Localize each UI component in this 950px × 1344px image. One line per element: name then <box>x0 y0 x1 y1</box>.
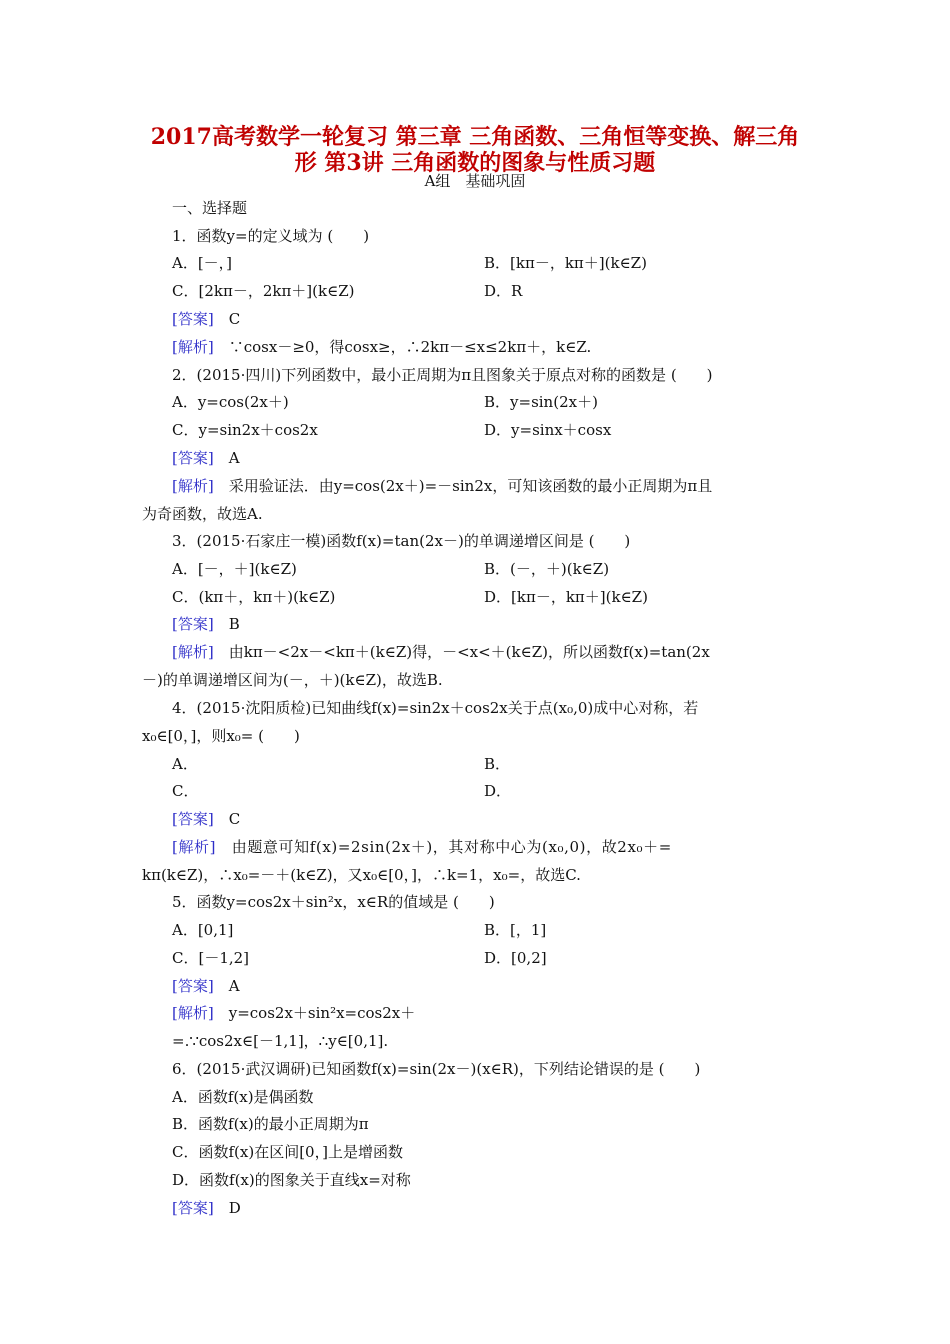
question-5-analysis <box>172 1003 415 1023</box>
question-2-analysis-cont: 为奇函数，故选A. <box>142 505 263 523</box>
analysis-tag: [解析] <box>172 477 214 495</box>
question-6-option-d: D．函数f(x)的图象关于直线x=对称 <box>172 1171 411 1189</box>
question-2-option-b: B．y=sin(2x＋) <box>484 393 598 411</box>
question-2-stem: 2．(2015·四川)下列函数中，最小正周期为π且图象关于原点对称的函数是 ( ) <box>172 366 713 384</box>
question-3-analysis <box>172 642 710 662</box>
analysis-tag: [解析] <box>172 338 214 356</box>
question-1-analysis <box>172 337 591 357</box>
question-2-option-d: D．y=sinx＋cosx <box>484 421 612 439</box>
group-subtitle: A组 基础巩固 <box>424 172 526 190</box>
answer-value: A <box>228 449 240 467</box>
question-5-answer <box>172 976 240 996</box>
answer-value: B <box>228 615 240 633</box>
analysis-tag: [解析] <box>172 643 214 661</box>
question-3-analysis-cont: －)的单调递增区间为(－，＋)(k∈Z)，故选B. <box>142 671 443 689</box>
question-5-stem: 5．函数y=cos2x＋sin²x，x∈R的值域是 ( ) <box>172 893 495 911</box>
question-4-analysis-cont: kπ(k∈Z)，∴x₀=－＋(k∈Z)，又x₀∈[0，]，∴k=1，x₀=，故选C. <box>142 866 581 884</box>
question-5-option-b: B．[，1] <box>484 921 547 939</box>
question-1-option-c: C．[2kπ－，2kπ＋](k∈Z) <box>172 282 355 300</box>
question-4-option-c: C． <box>172 782 199 800</box>
analysis-text: 由题意可知f(x)=2sin(2x＋)，其对称中心为(x₀,0)，故2x₀＋= <box>231 838 672 856</box>
question-6-option-c: C．函数f(x)在区间[0，]上是增函数 <box>172 1143 403 1161</box>
question-4-analysis <box>172 837 672 857</box>
question-3-stem: 3．(2015·石家庄一模)函数f(x)=tan(2x－)的单调递增区间是 ( ) <box>172 532 631 550</box>
answer-tag: [答案] <box>172 1199 214 1217</box>
question-3-option-d: D．[kπ－，kπ＋](k∈Z) <box>484 588 648 606</box>
section-heading: 一、选择题 <box>172 199 248 217</box>
question-1-option-b: B．[kπ－，kπ＋](k∈Z) <box>484 254 647 272</box>
question-3-option-b: B．(－，＋)(k∈Z) <box>484 560 610 578</box>
question-6-answer <box>172 1198 241 1218</box>
page-title-line-1: 2017高考数学一轮复习 第三章 三角函数、三角恒等变换、解三角 <box>150 124 800 150</box>
analysis-text: y=cos2x＋sin²x=cos2x＋ <box>228 1004 416 1022</box>
question-2-option-c: C．y=sin2x＋cos2x <box>172 421 318 439</box>
question-6-option-b: B．函数f(x)的最小正周期为π <box>172 1115 369 1133</box>
question-4-answer <box>172 809 240 829</box>
answer-tag: [答案] <box>172 310 214 328</box>
question-1-stem: 1．函数y=的定义域为 ( ) <box>172 227 370 245</box>
question-6-option-a: A．函数f(x)是偶函数 <box>172 1088 314 1106</box>
question-1-option-a: A．[－，] <box>172 254 233 272</box>
analysis-tag: [解析] <box>172 838 217 856</box>
question-1-answer <box>172 309 240 329</box>
question-1-option-d: D．R <box>484 282 523 300</box>
analysis-text: ∵cosx－≥0，得cosx≥，∴2kπ－≤x≤2kπ＋，k∈Z. <box>228 338 592 356</box>
question-3-option-a: A．[－，＋](k∈Z) <box>172 560 297 578</box>
question-6-stem: 6．(2015·武汉调研)已知函数f(x)=sin(2x－)(x∈R)，下列结论错误的是 ( ) <box>172 1060 701 1078</box>
answer-value: C <box>228 810 241 828</box>
question-5-analysis-cont: =.∵cos2x∈[－1,1]，∴y∈[0,1]. <box>172 1032 389 1050</box>
question-2-analysis <box>172 476 712 496</box>
question-2-answer <box>172 448 240 468</box>
answer-tag: [答案] <box>172 449 214 467</box>
answer-tag: [答案] <box>172 810 214 828</box>
answer-value: A <box>228 977 240 995</box>
question-2-option-a: A．y=cos(2x＋) <box>172 393 289 411</box>
answer-value: C <box>228 310 241 328</box>
question-5-option-a: A．[0,1] <box>172 921 234 939</box>
answer-value: D <box>228 1199 241 1217</box>
question-4-stem: 4．(2015·沈阳质检)已知曲线f(x)=sin2x＋cos2x关于点(x₀,0)成中心对称，若 <box>172 699 699 717</box>
question-4-option-a: A． <box>172 755 198 773</box>
question-4-stem-cont: x₀∈[0，]，则x₀= ( ) <box>142 727 300 745</box>
question-3-answer <box>172 614 240 634</box>
analysis-text: 由kπ－<2x－<kπ＋(k∈Z)得，－<x<＋(k∈Z)，所以函数f(x)=tan(2x <box>228 643 710 661</box>
question-5-option-d: D．[0,2] <box>484 949 547 967</box>
analysis-text: 采用验证法．由y=cos(2x＋)=－sin2x，可知该函数的最小正周期为π且 <box>228 477 713 495</box>
question-5-option-c: C．[－1,2] <box>172 949 250 967</box>
question-3-option-c: C．(kπ＋，kπ＋)(k∈Z) <box>172 588 336 606</box>
answer-tag: [答案] <box>172 977 214 995</box>
page-title-line-2: 形 第3讲 三角函数的图象与性质习题 <box>294 150 656 176</box>
question-4-option-d: D． <box>484 782 512 800</box>
question-4-option-b: B． <box>484 755 511 773</box>
answer-tag: [答案] <box>172 615 214 633</box>
analysis-tag: [解析] <box>172 1004 214 1022</box>
